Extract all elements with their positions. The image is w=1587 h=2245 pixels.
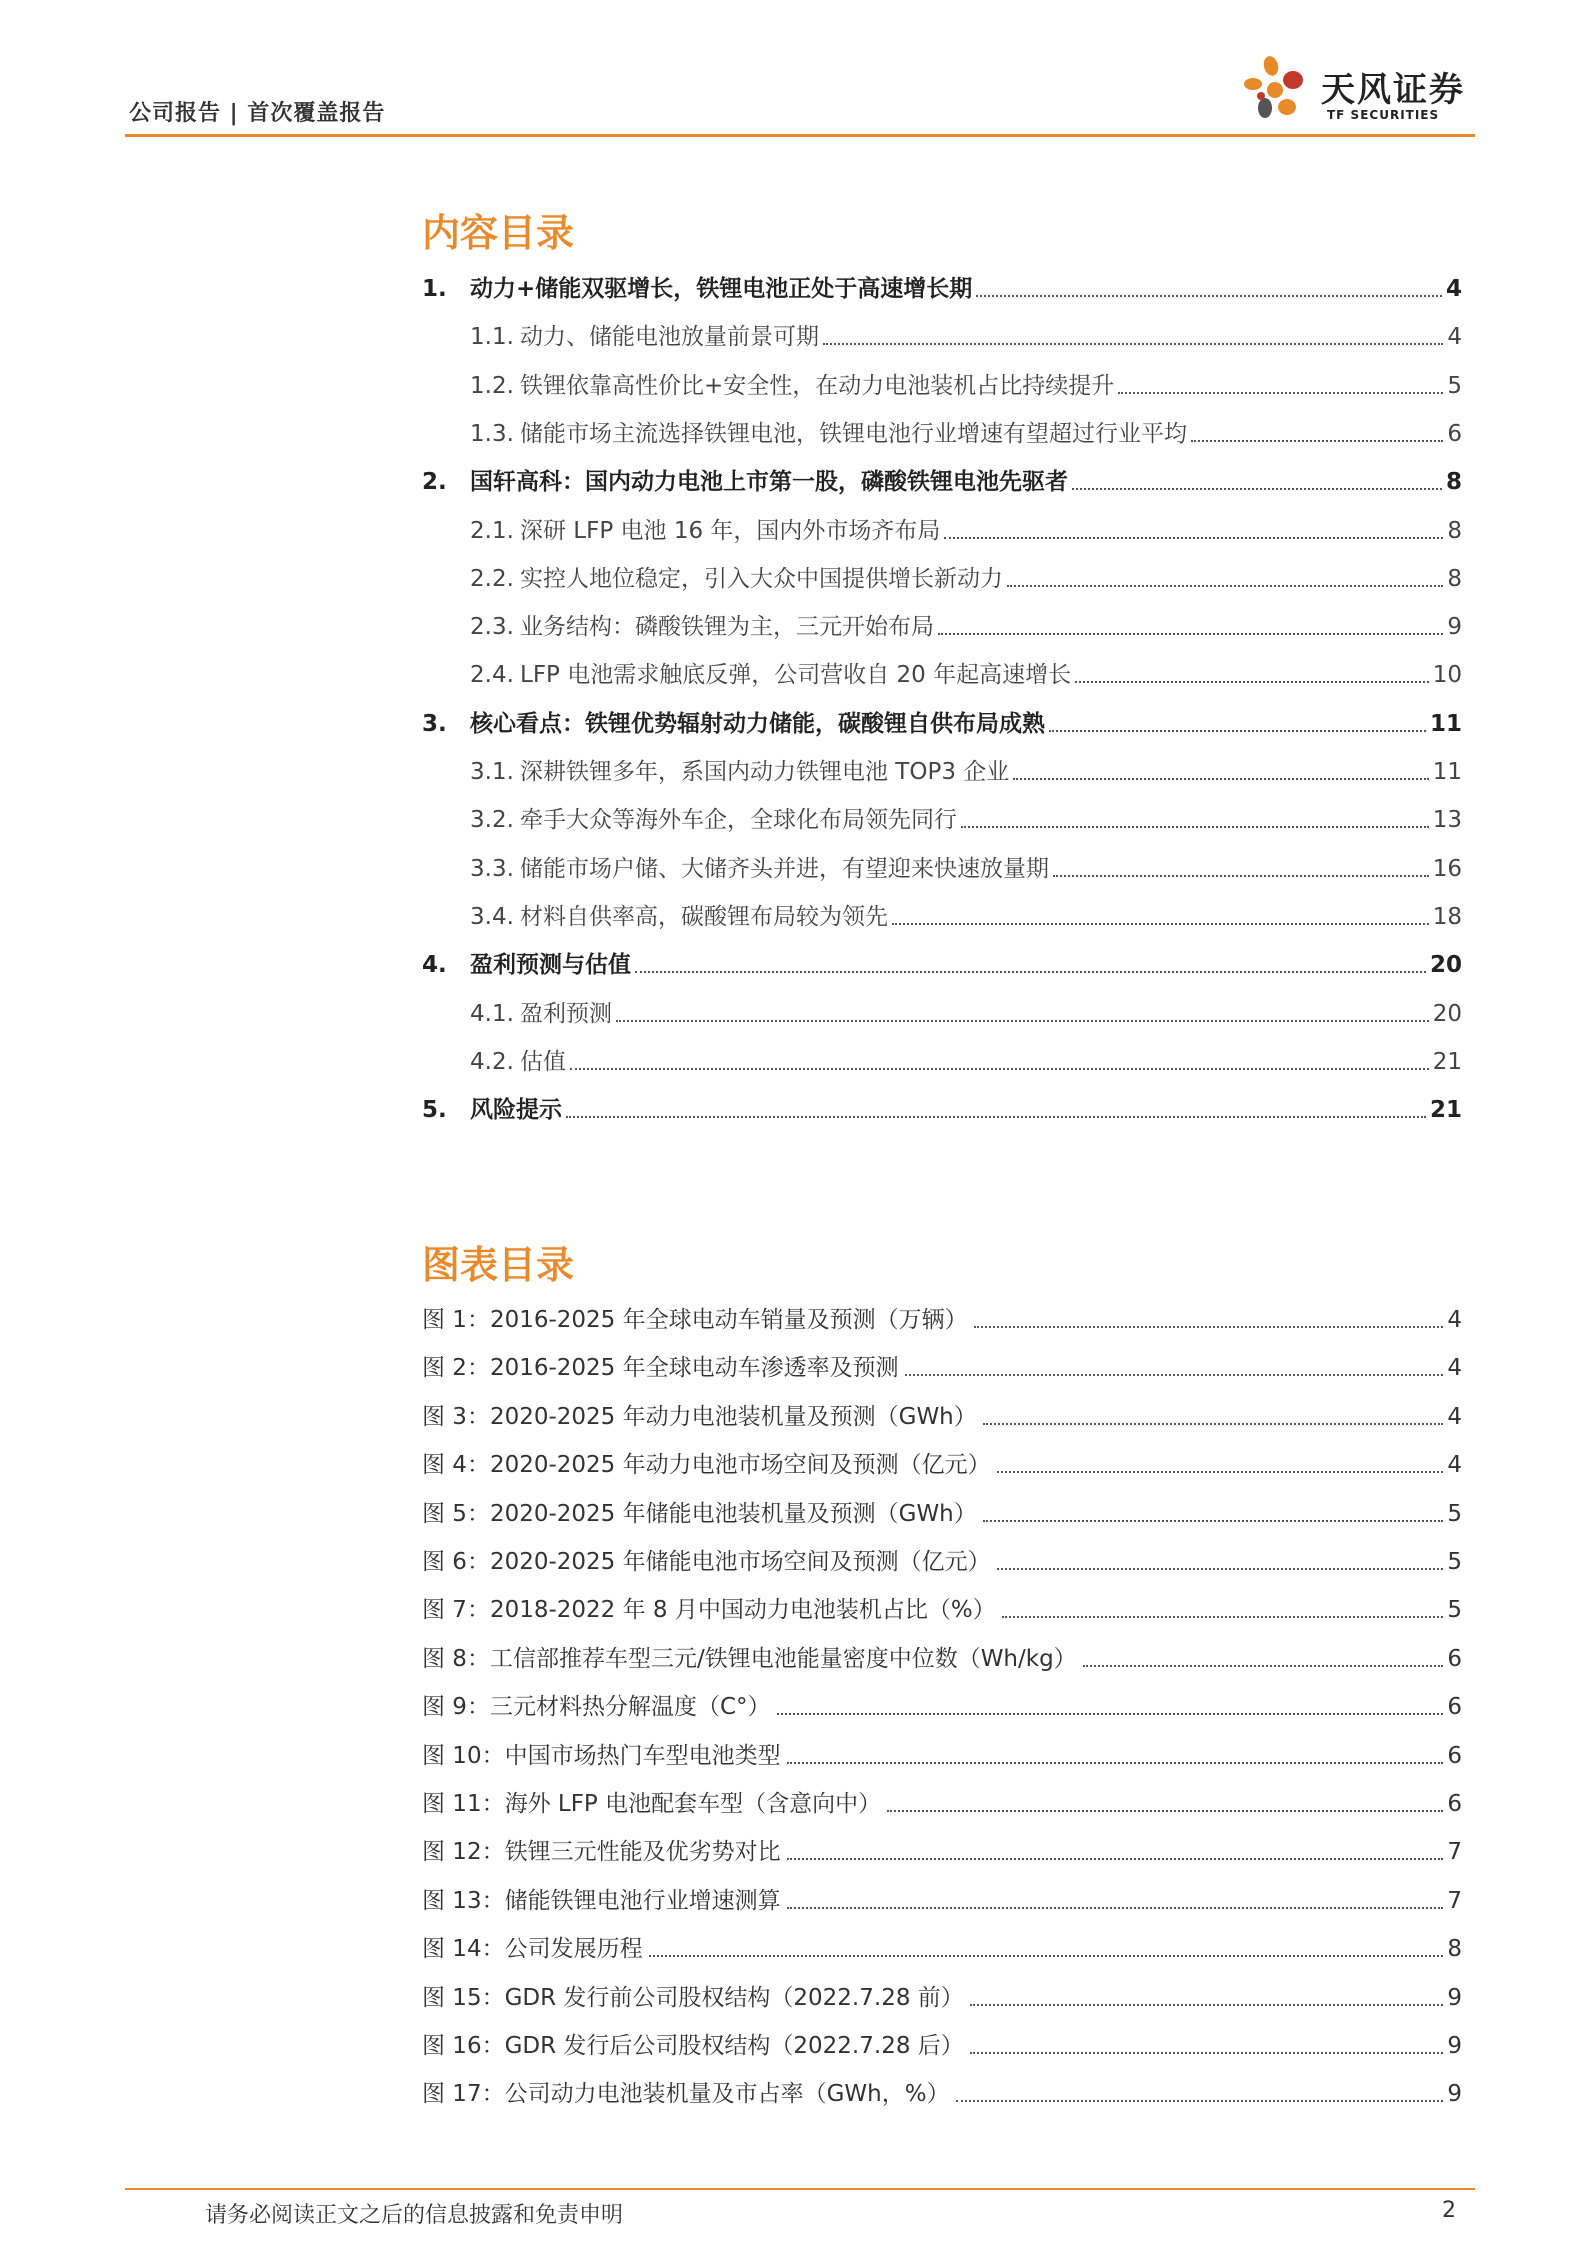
figure-entry-label: 图 6：2020-2025 年储能电池市场空间及预测（亿元） (422, 1549, 991, 1575)
figure-entry-label: 图 11：海外 LFP 电池配套车型（含意向中） (422, 1791, 882, 1817)
page-header (125, 70, 1475, 136)
dot-leader (887, 1810, 1443, 1812)
footer-disclaimer: 请务必阅读正文之后的信息披露和免责申明 (205, 2203, 624, 2228)
toc-entry-text: 深耕铁锂多年，系国内动力铁锂电池 TOP3 企业 (520, 759, 1010, 785)
flower-logo-icon (1235, 52, 1315, 132)
toc-subsection-entry[interactable] (470, 844, 1462, 884)
report-breadcrumb: 公司报告 | 首次覆盖报告 (129, 101, 386, 126)
dot-leader (777, 1713, 1444, 1715)
toc-entry-page: 21 (1432, 1048, 1462, 1075)
toc-entry-number: 4. (422, 952, 447, 979)
figure-list-entry[interactable] (422, 1295, 1462, 1335)
toc-entry-text: 储能市场户储、大储齐头并进，有望迎来快速放量期 (520, 855, 1049, 882)
figure-list-entry[interactable] (422, 1779, 1462, 1819)
dot-leader (649, 1955, 1444, 1957)
toc-entry-number: 5. (422, 1097, 447, 1124)
toc-entry-number: 1. (422, 276, 447, 302)
toc-entry-number: 2. (422, 469, 447, 496)
figure-list-entry[interactable] (422, 1489, 1462, 1529)
dot-leader (956, 2100, 1444, 2102)
toc-entry-text: 动力+储能双驱增长，铁锂电池正处于高速增长期 (470, 276, 973, 302)
figure-entry-label: 图 10：中国市场热门车型电池类型 (422, 1742, 781, 1769)
toc-entry-label (422, 274, 972, 304)
toc-entry-page: 10 (1432, 662, 1462, 689)
dot-leader (1191, 440, 1443, 442)
toc-entry-label (470, 757, 1009, 787)
toc-entry-number: 3.4. (470, 903, 514, 930)
toc-entry-page: 8 (1447, 565, 1462, 592)
toc-entry-label (470, 1047, 566, 1077)
dot-leader (1002, 1616, 1444, 1618)
figure-list-entry[interactable] (422, 1731, 1462, 1771)
figure-entry-label: 图 12：铁锂三元性能及优劣势对比 (422, 1839, 781, 1866)
figure-entry-label: 图 5：2020-2025 年储能电池装机量及预测（GWh） (422, 1500, 977, 1527)
toc-entry-label (470, 612, 934, 642)
toc-entry-page: 20 (1432, 1000, 1462, 1027)
toc-section-entry[interactable] (422, 1085, 1462, 1125)
toc-entry-text: 牵手大众等海外车企，全球化布局领先同行 (520, 807, 957, 834)
dot-leader (983, 1423, 1444, 1425)
toc-entry-page: 4 (1447, 324, 1462, 351)
dot-leader (1072, 488, 1442, 490)
toc-subsection-entry[interactable] (470, 650, 1462, 690)
toc-entry-text: 储能市场主流选择铁锂电池，铁锂电池行业增速有望超过行业平均 (520, 420, 1187, 447)
toc-subsection-entry[interactable] (470, 747, 1462, 787)
figure-entry-label: 图 4：2020-2025 年动力电池市场空间及预测（亿元） (422, 1452, 991, 1479)
figure-entry-label: 图 3：2020-2025 年动力电池装机量及预测（GWh） (422, 1403, 977, 1430)
figure-entry-page: 4 (1447, 1452, 1462, 1479)
figure-entry-label: 图 9：三元材料热分解温度（C°） (422, 1694, 771, 1721)
toc-entry-page: 20 (1429, 952, 1462, 979)
figure-entry-label: 图 1：2016-2025 年全球电动车销量及预测（万辆） (422, 1307, 968, 1333)
footer-divider (125, 2188, 1475, 2190)
figure-entry-page: 9 (1447, 2081, 1462, 2108)
toc-subsection-entry[interactable] (470, 361, 1462, 401)
toc-subsection-entry[interactable] (470, 892, 1462, 932)
toc-entry-page: 11 (1429, 710, 1462, 737)
toc-entry-text: 业务结构：磷酸铁锂为主，三元开始布局 (520, 614, 934, 641)
dot-leader (974, 1326, 1444, 1328)
dot-leader (944, 537, 1443, 539)
dot-leader (787, 1762, 1444, 1764)
page-number: 2 (1442, 2198, 1456, 2223)
dot-leader (970, 2052, 1444, 2054)
figure-list-entry[interactable] (422, 2069, 1462, 2109)
figure-entry-page: 5 (1447, 1500, 1462, 1527)
figure-entry-label: 图 8：工信部推荐车型三元/铁锂电池能量密度中位数（Wh/kg） (422, 1645, 1077, 1672)
toc-entry-number: 3.1. (470, 759, 514, 785)
toc-entry-number: 4.2. (470, 1048, 514, 1075)
toc-entry-text: 国轩高科：国内动力电池上市第一股，磷酸铁锂电池先驱者 (470, 469, 1068, 496)
toc-entry-page: 18 (1432, 903, 1462, 930)
dot-leader (635, 971, 1426, 973)
figure-list-entry[interactable] (422, 1827, 1462, 1867)
figure-list-entry[interactable] (422, 1537, 1462, 1577)
toc-entry-number: 3.3. (470, 855, 514, 882)
figure-list-entry[interactable] (422, 2021, 1462, 2061)
toc-entry-page: 4 (1445, 276, 1462, 302)
figure-entry-label: 图 17：公司动力电池装机量及市占率（GWh，%） (422, 2081, 950, 2108)
toc-entry-text: 深研 LFP 电池 16 年，国内外市场齐布局 (520, 517, 941, 544)
figure-entry-page: 6 (1447, 1694, 1462, 1721)
toc-entry-label (470, 854, 1049, 884)
toc-entry-number: 2.4. (470, 662, 514, 689)
toc-entry-page: 9 (1447, 614, 1462, 641)
dot-leader (1083, 1665, 1444, 1667)
toc-section-entry[interactable] (422, 940, 1462, 980)
toc-entry-page: 13 (1432, 807, 1462, 834)
company-logo (1235, 52, 1475, 132)
dot-leader (823, 343, 1443, 345)
dot-leader (787, 1907, 1444, 1909)
figure-entry-page: 6 (1447, 1645, 1462, 1672)
dot-leader (892, 923, 1429, 925)
toc-entry-text: LFP 电池需求触底反弹，公司营收自 20 年起高速增长 (520, 662, 1072, 689)
toc-entry-text: 动力、储能电池放量前景可期 (520, 324, 819, 351)
toc-entry-text: 盈利预测 (520, 1000, 612, 1027)
dot-leader (938, 633, 1443, 635)
figure-list-entry[interactable] (422, 1440, 1462, 1480)
toc-entry-page: 11 (1432, 759, 1462, 785)
dot-leader (1075, 681, 1429, 683)
dot-leader (1013, 778, 1428, 780)
toc-entry-number: 2.3. (470, 614, 514, 641)
toc-entry-label (470, 322, 819, 352)
toc-entry-text: 实控人地位稳定，引入大众中国提供增长新动力 (520, 565, 1003, 592)
toc-entry-number: 1.2. (470, 372, 514, 399)
figure-entry-page: 9 (1447, 1984, 1462, 2011)
toc-entry-label (422, 709, 1045, 739)
toc-entry-number: 3.2. (470, 807, 514, 834)
toc-subsection-entry[interactable] (470, 795, 1462, 835)
logo-chinese-name: 天风证券 (1321, 70, 1465, 110)
dot-leader (997, 1471, 1444, 1473)
toc-entry-page: 5 (1447, 372, 1462, 399)
dot-leader (1053, 875, 1429, 877)
toc-subsection-entry[interactable] (470, 506, 1462, 546)
dot-leader (570, 1068, 1429, 1070)
toc-entry-page: 6 (1447, 420, 1462, 447)
toc-subsection-entry[interactable] (470, 409, 1462, 449)
figure-list-entry[interactable] (422, 1973, 1462, 2013)
dot-leader (1118, 392, 1443, 394)
toc-entry-label (470, 902, 888, 932)
toc-section-entry[interactable] (422, 699, 1462, 739)
figure-entry-label: 图 2：2016-2025 年全球电动车渗透率及预测 (422, 1355, 899, 1382)
toc-entry-text: 材料自供率高，碳酸锂布局较为领先 (520, 903, 888, 930)
figure-entry-label: 图 13：储能铁锂电池行业增速测算 (422, 1887, 781, 1914)
toc-entry-label (470, 516, 940, 546)
figure-entry-page: 6 (1447, 1791, 1462, 1817)
figure-list-entry[interactable] (422, 1585, 1462, 1625)
header-divider (125, 134, 1475, 137)
figure-entry-page: 6 (1447, 1742, 1462, 1769)
figure-entry-label: 图 16：GDR 发行后公司股权结构（2022.7.28 后） (422, 2033, 964, 2059)
toc-entry-page: 8 (1447, 517, 1462, 544)
toc-subsection-entry[interactable] (470, 312, 1462, 352)
figure-entry-page: 7 (1447, 1887, 1462, 1914)
toc-entry-label (470, 999, 612, 1029)
dot-leader (905, 1374, 1444, 1376)
toc-entry-page: 8 (1445, 469, 1462, 496)
toc-entry-label (422, 1095, 562, 1125)
toc-title: 内容目录 (422, 211, 575, 255)
figure-entry-page: 8 (1447, 1936, 1462, 1963)
figure-list-entry[interactable] (422, 1634, 1462, 1674)
figure-list-entry[interactable] (422, 1682, 1462, 1722)
figure-list-entry[interactable] (422, 1343, 1462, 1383)
figure-entry-page: 4 (1447, 1307, 1462, 1333)
figure-list-entry[interactable] (422, 1924, 1462, 1964)
figure-entry-label: 图 7：2018-2022 年 8 月中国动力电池装机占比（%） (422, 1597, 996, 1624)
toc-entry-number: 2.1. (470, 517, 514, 544)
toc-entry-page: 16 (1432, 855, 1462, 882)
dot-leader (961, 826, 1429, 828)
figure-list-title: 图表目录 (422, 1243, 575, 1287)
toc-entry-label (470, 660, 1071, 690)
logo-english-name: TF SECURITIES (1327, 108, 1440, 122)
toc-entry-label (470, 564, 1003, 594)
toc-entry-text: 风险提示 (470, 1097, 562, 1124)
toc-subsection-entry[interactable] (470, 602, 1462, 642)
toc-entry-text: 核心看点：铁锂优势辐射动力储能，碳酸锂自供布局成熟 (470, 710, 1045, 737)
toc-entry-label (470, 371, 1114, 401)
toc-entry-label (422, 950, 631, 980)
toc-entry-text: 估值 (520, 1048, 566, 1075)
toc-entry-number: 4.1. (470, 1000, 514, 1027)
toc-entry-label (470, 419, 1187, 449)
dot-leader (970, 2004, 1444, 2006)
figure-entry-label: 图 14：公司发展历程 (422, 1936, 643, 1963)
figure-entry-page: 7 (1447, 1839, 1462, 1866)
dot-leader (566, 1116, 1426, 1118)
figure-list-entry[interactable] (422, 1876, 1462, 1916)
figure-entry-page: 5 (1447, 1549, 1462, 1575)
dot-leader (787, 1858, 1444, 1860)
toc-subsection-entry[interactable] (470, 989, 1462, 1029)
toc-section-entry[interactable] (422, 457, 1462, 497)
toc-subsection-entry[interactable] (470, 554, 1462, 594)
toc-entry-page: 21 (1429, 1097, 1462, 1124)
toc-entry-number: 1.3. (470, 420, 514, 447)
figure-entry-label: 图 15：GDR 发行前公司股权结构（2022.7.28 前） (422, 1984, 964, 2011)
dot-leader (1007, 585, 1443, 587)
figure-entry-page: 5 (1447, 1597, 1462, 1624)
toc-subsection-entry[interactable] (470, 1037, 1462, 1077)
dot-leader (983, 1520, 1444, 1522)
dot-leader (976, 295, 1442, 297)
toc-entry-number: 1.1. (470, 324, 514, 351)
dot-leader (1049, 730, 1426, 732)
toc-entry-text: 铁锂依靠高性价比+安全性，在动力电池装机占比持续提升 (520, 372, 1115, 399)
figure-entry-page: 4 (1447, 1403, 1462, 1430)
toc-entry-label (470, 805, 957, 835)
toc-entry-text: 盈利预测与估值 (470, 952, 631, 979)
dot-leader (997, 1568, 1444, 1570)
toc-section-entry[interactable] (422, 264, 1462, 304)
figure-entry-page: 4 (1447, 1355, 1462, 1382)
figure-list-entry[interactable] (422, 1392, 1462, 1432)
figure-entry-page: 9 (1447, 2033, 1462, 2059)
toc-entry-label (422, 467, 1068, 497)
toc-entry-number: 2.2. (470, 565, 514, 592)
toc-entry-number: 3. (422, 710, 447, 737)
dot-leader (616, 1020, 1429, 1022)
